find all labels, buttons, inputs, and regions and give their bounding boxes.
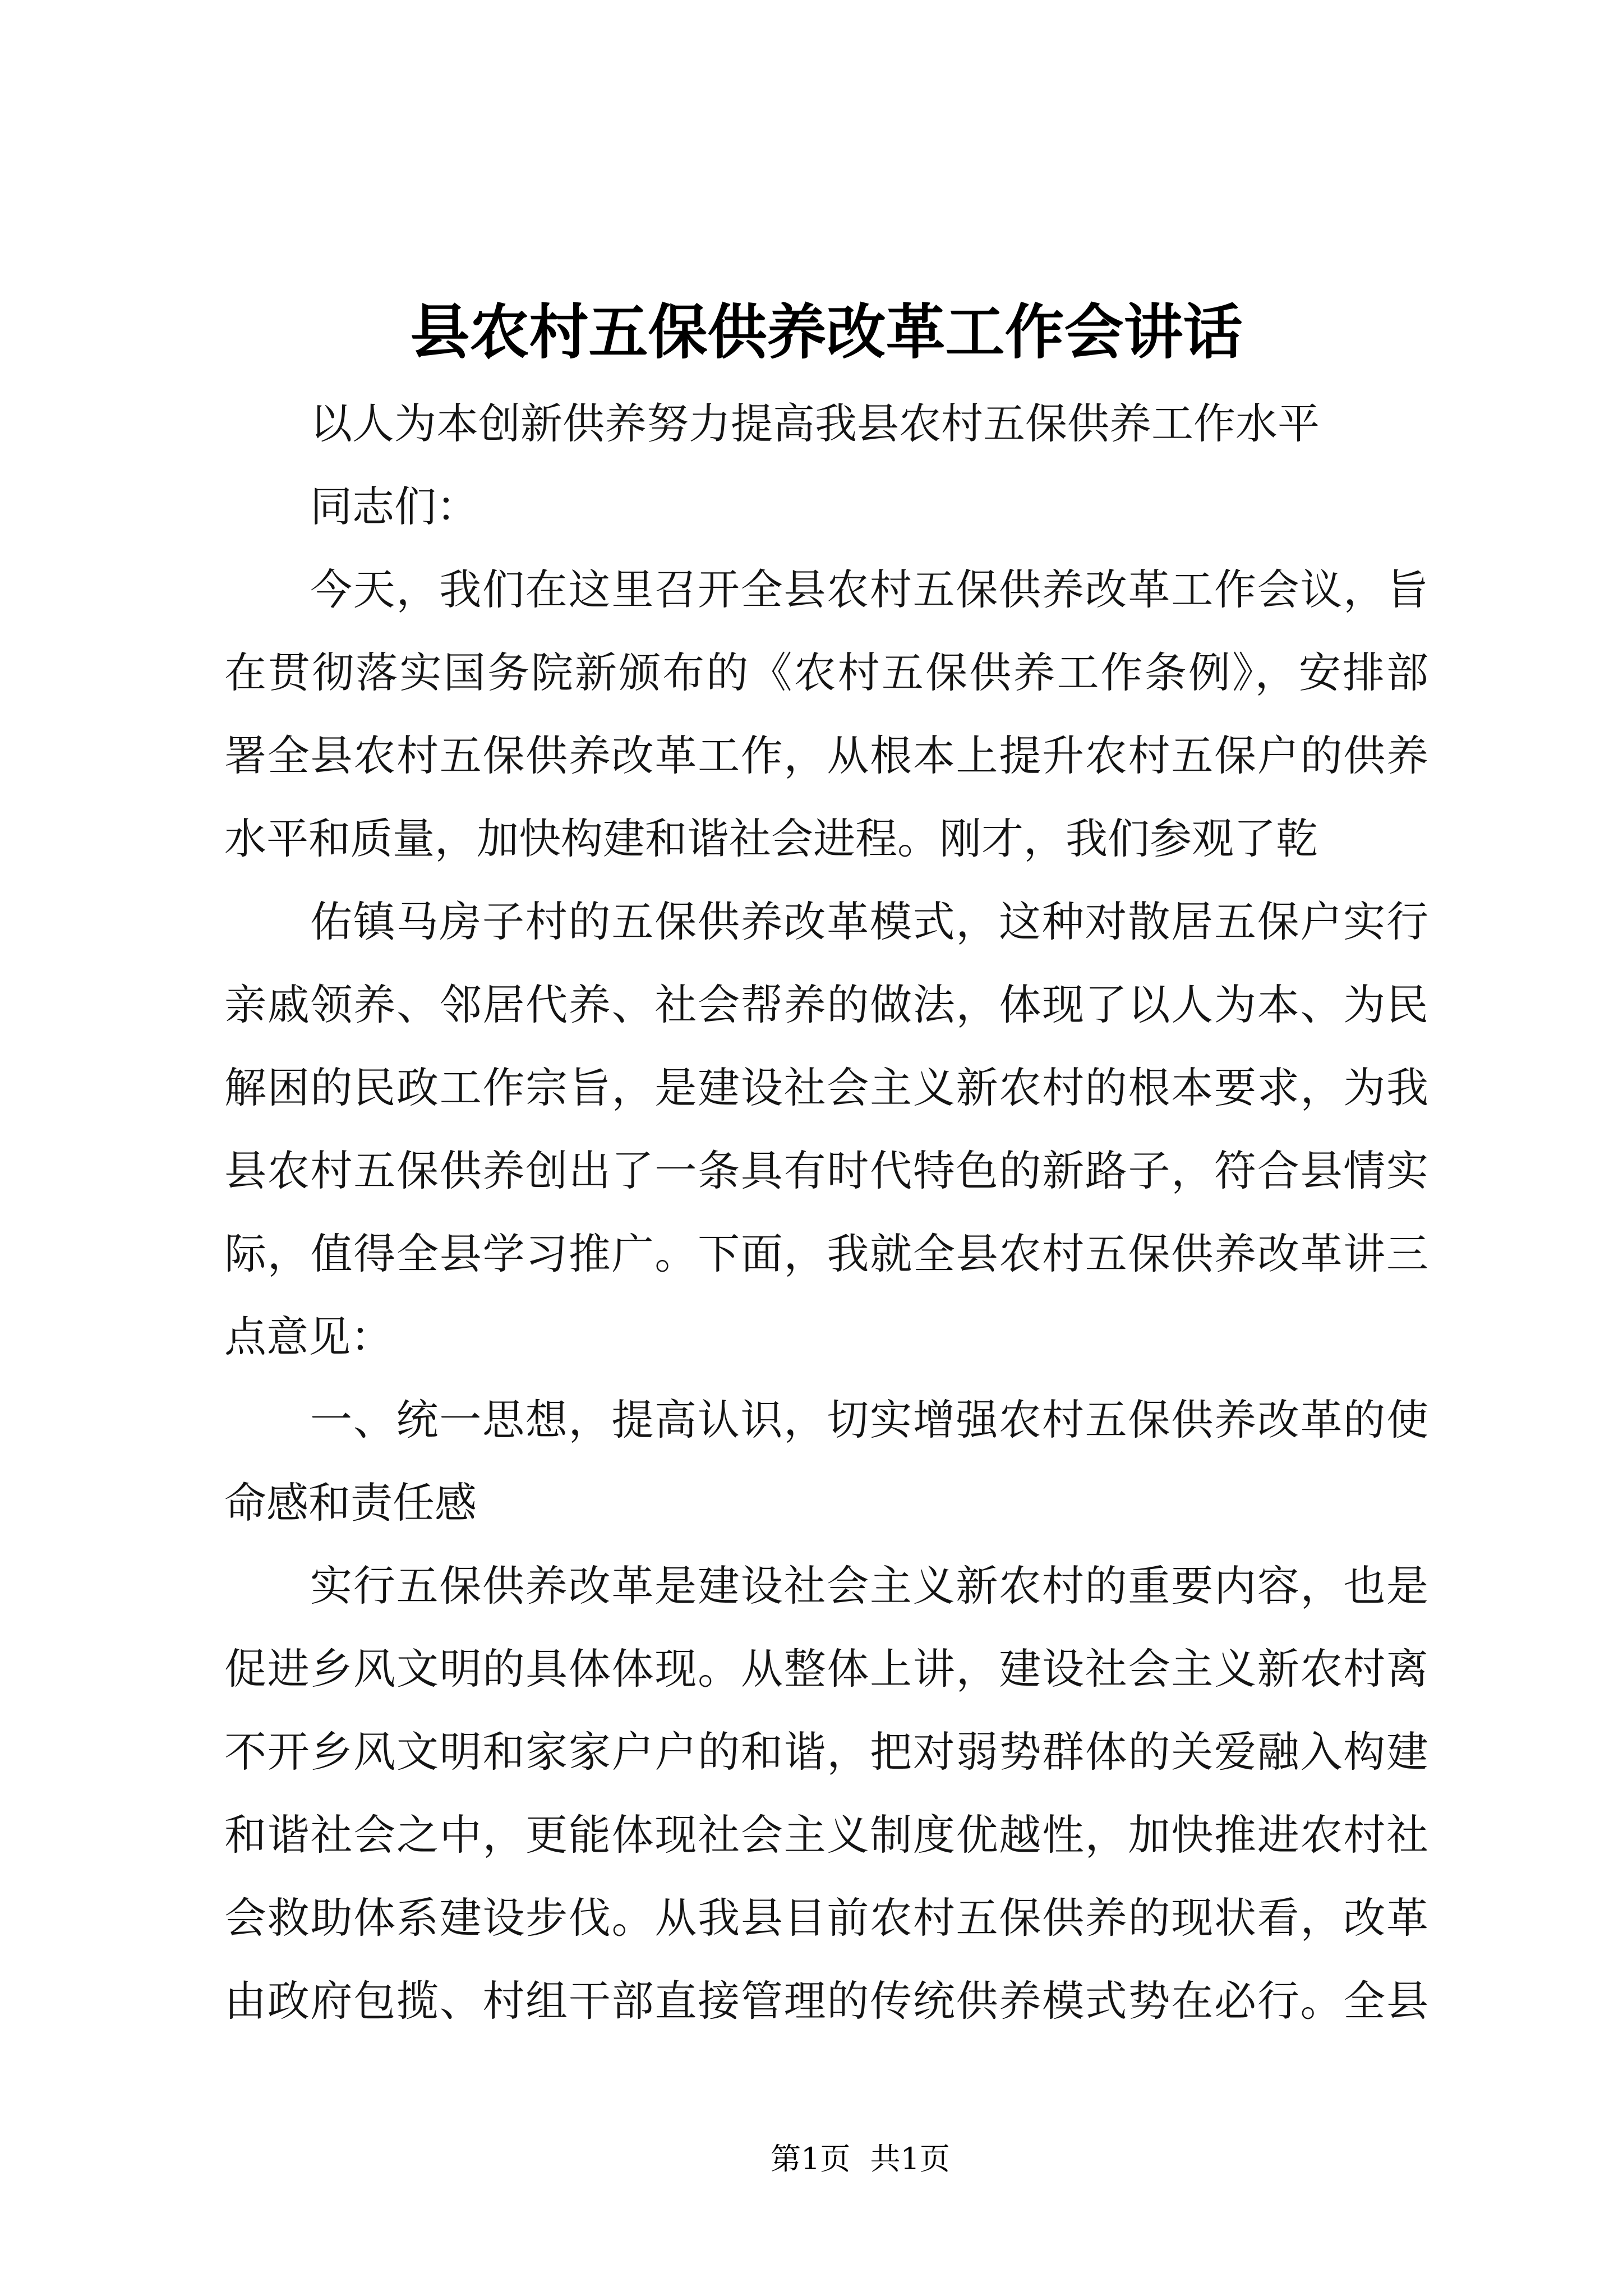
body-line: 佑镇马房子村的五保供养改革模式，这种对散居五保户实行: [310, 897, 1428, 946]
body-line: 实行五保供养改革是建设社会主义新农村的重要内容，也是: [310, 1561, 1428, 1611]
body-line: 在贯彻落实国务院新颁布的《农村五保供养工作条例》，安排部: [224, 648, 1428, 697]
paragraph: [224, 548, 1428, 880]
body-line: 县农村五保供养创出了一条具有时代特色的新路子，符合县情实: [224, 1146, 1428, 1195]
paragraph: [224, 880, 1428, 1378]
salutation: 同志们：: [310, 482, 479, 531]
body-line: 不开乡风文明和家家户户的和谐，把对弱势群体的关爱融入构建: [224, 1727, 1428, 1777]
section-heading: [224, 1378, 1428, 1544]
body-line: 点意见：: [224, 1312, 393, 1361]
heading-line: 命感和责任感: [224, 1478, 477, 1527]
paragraph: [224, 1544, 1428, 2042]
body-line: 会救助体系建设步伐。从我县目前农村五保供养的现状看，改革: [224, 1893, 1428, 1943]
body-line: 水平和质量，加快构建和谐社会进程。刚才，我们参观了乾: [224, 814, 1318, 863]
page-footer: 第1页 共1页: [771, 2141, 950, 2177]
document-title: 县农村五保供养改革工作会讲话: [410, 297, 1243, 367]
body-line: 今天，我们在这里召开全县农村五保供养改革工作会议，旨: [310, 565, 1428, 614]
body-line: 亲戚领养、邻居代养、社会帮养的做法，体现了以人为本、为民: [224, 980, 1428, 1029]
body-line: 解困的民政工作宗旨，是建设社会主义新农村的根本要求，为我: [224, 1063, 1428, 1112]
body-line: 促进乡风文明的具体体现。从整体上讲，建设社会主义新农村离: [224, 1644, 1428, 1694]
heading-line: 一、统一思想，提高认识，切实增强农村五保供养改革的使: [310, 1395, 1428, 1444]
subtitle: 以人为本创新供养努力提高我县农村五保供养工作水平: [310, 399, 1320, 448]
body-line: 由政府包揽、村组干部直接管理的传统供养模式势在必行。全县: [224, 1976, 1428, 2026]
body-line: 和谐社会之中，更能体现社会主义制度优越性，加快推进农村社: [224, 1810, 1428, 1860]
salutation-paragraph: [224, 465, 1428, 548]
subtitle-paragraph: [224, 382, 1428, 465]
body-line: 署全县农村五保供养改革工作，从根本上提升农村五保户的供养: [224, 731, 1428, 780]
body-line: 际，值得全县学习推广。下面，我就全县农村五保供养改革讲三: [224, 1229, 1428, 1278]
document-body: [224, 382, 1428, 2042]
